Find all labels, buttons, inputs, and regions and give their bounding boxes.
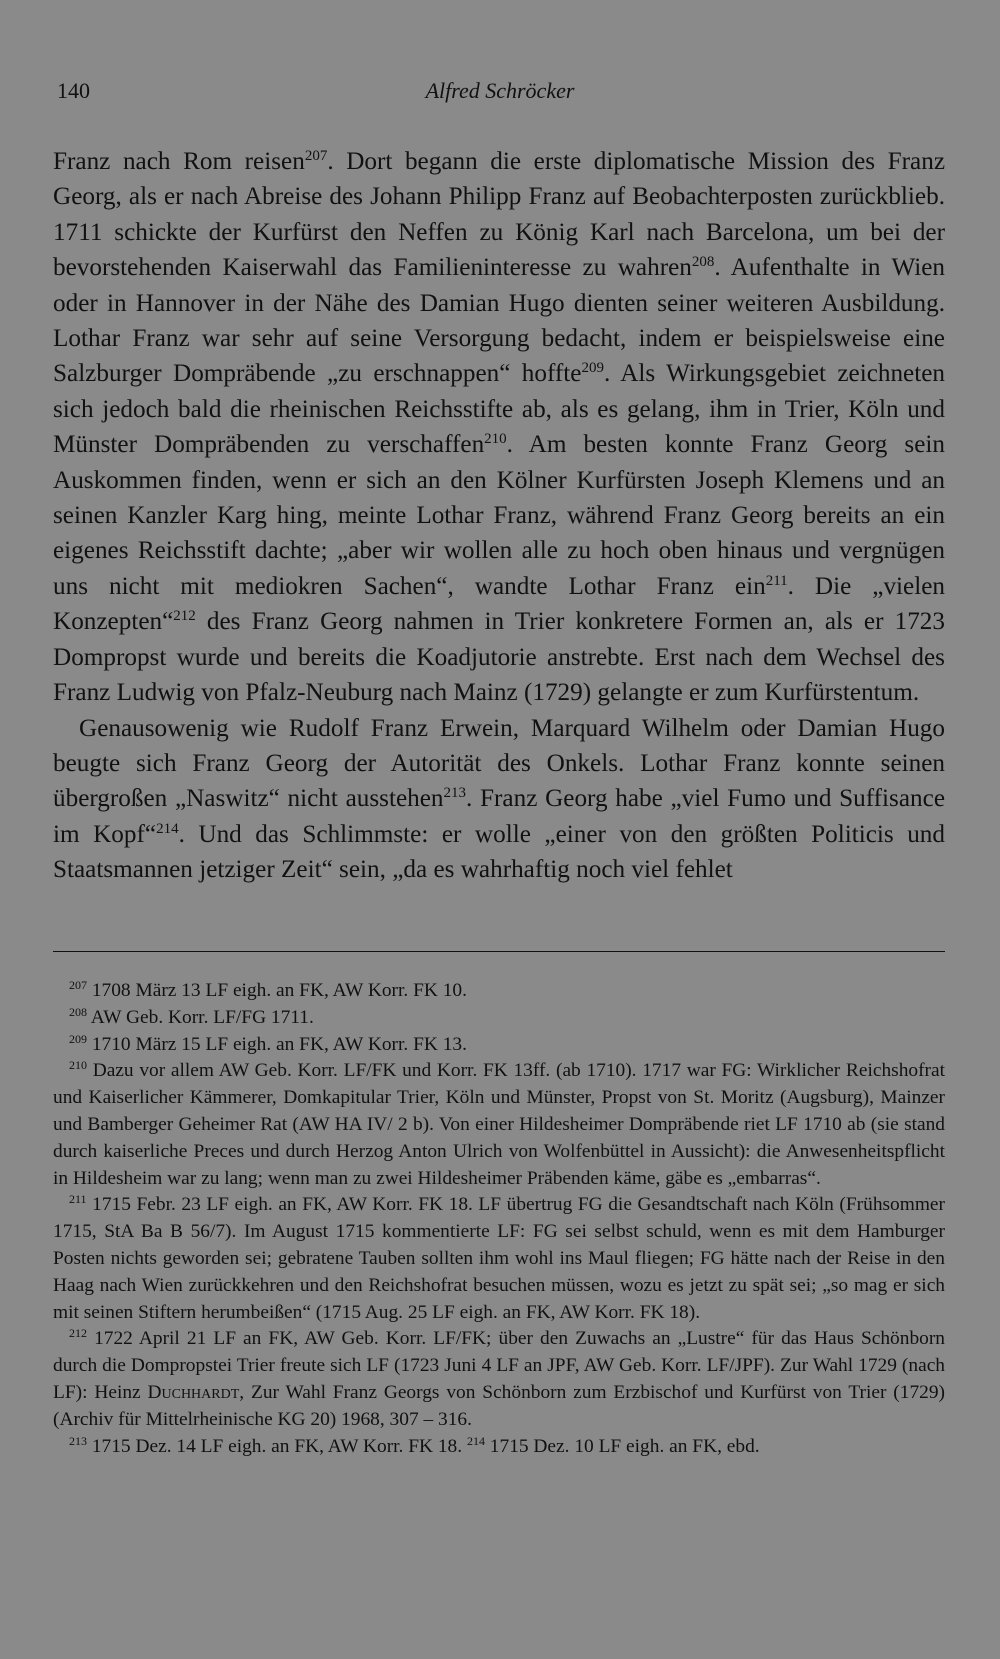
text-span: . Am besten konnte Franz Georg sein Auskommen finden, wenn er sich an den Kölner Kurfürsten Joseph Klemens und an seinen Kanzler Karg hing, meinte Lothar Franz, während Franz Georg bereits an ein eigenes Reichsstift dachte; „aber wir wollen alle zu hoch oben hinaus und vergnügen uns nicht mit mediokren Sachen“, wandte Lothar Franz ein [53, 431, 945, 600]
footnote-number: 212 [69, 1326, 87, 1341]
page-header [57, 78, 943, 108]
footnote-ref-211: 211 [765, 572, 788, 589]
footnote-211 [53, 1192, 945, 1326]
footnote-text: AW Geb. Korr. LF/FG 1711. [87, 1006, 314, 1028]
page-number: 140 [57, 78, 90, 103]
footnote-text: Dazu vor allem AW Geb. Korr. LF/FK und Korr. FK 13ff. (ab 1710). 1717 war FG: Wirklicher Reichshofrat und Kaiserlicher Kämmerer, Domkapitular Trier, Köln und Münster, Propst von St. Moritz (Augsburg), Mainzer und Bamberger Geheimer Rat (AW HA IV/ 2 b). Von einer Hildesheimer Dompräbende riet LF 1710 ab (sie stand durch kaiserliche Preces und durch Herzog Anton Ulrich von Wolfenbüttel in Aussicht): die Anwesenheitspflicht in Hildesheim war zu lang; wenn man zu zwei Hildesheimer Präbenden käme, gäbe es „embarras“. [53, 1060, 945, 1189]
paragraph-1 [53, 144, 945, 711]
footnote-212 [53, 1326, 945, 1433]
footnote-number: 209 [69, 1031, 87, 1046]
text-span: . Dort begann die erste diplomatische Mission des Franz Georg, als er nach Abreise des Johann Philipp Franz auf Beobachterposten zurückblieb. 1711 schickte der Kurfürst den Neffen zu König Karl nach Barcelona, um bei der bevorstehenden Kaiserwahl das Familieninteresse zu wahren [53, 148, 945, 282]
footnote-number: 213 [69, 1433, 87, 1448]
text-span: Franz nach Rom reisen [53, 148, 305, 175]
text-span: . Und das Schlimmste: er wolle „einer von den größten Politicis und Staatsmannen jetziger Zeit“ sein, „da es wahrhaftig noch viel fehlet [53, 820, 945, 884]
footnote-number: 211 [69, 1192, 87, 1207]
footnote-ref-207: 207 [304, 148, 328, 164]
footnote-text: 1715 Febr. 23 LF eigh. an FK, AW Korr. FK 18. LF übertrug FG die Gesandtschaft nach Köln (Frühsommer 1715, StA Ba B 56/7). Im August 1715 kommentierte LF: FG sei selbst schuld, wenn es mit dem Hamburger Posten nichts geworden sei; gebratene Tauben sollten ihm wohl ins Maul fliegen; FG hätte nach der Reise in den Haag nach Wien zurückkehren und den Reichshofrat besuchen müssen, wozu es jetzt zu spät sei; „so mag er sich mit seinen Stiftern herumbeißen“ (1715 Aug. 25 LF eigh. an FK, AW Korr. FK 18). [53, 1194, 945, 1323]
text-span: Genausowenig wie Rudolf Franz Erwein, Marquard Wilhelm oder Damian Hugo beugte sich Franz Georg der Autorität des Onkels. Lothar Franz konnte seinen übergroßen „Naswitz“ nicht ausstehen [53, 714, 945, 813]
footnote-text: 1722 April 21 LF an FK, AW Geb. Korr. LF/FK; über den Zuwachs an „Lustre“ für das Haus Schönborn durch die Dompropstei Trier freute sich LF (1723 Juni 4 LF an JPF, AW Geb. Korr. LF/JPF). Zur Wahl 1729 (nach LF): Heinz [53, 1328, 945, 1403]
footnote-210 [53, 1058, 945, 1192]
footnote-208 [53, 1005, 945, 1032]
footnote-number: 214 [466, 1433, 485, 1448]
running-head: Alfred Schröcker [425, 78, 575, 103]
footnote-ref-208: 208 [691, 254, 715, 271]
footnote-ref-213: 213 [443, 785, 467, 802]
footnote-number: 210 [69, 1058, 87, 1073]
footnotes [53, 978, 945, 1460]
text-span: . Die „vielen Konzepten“ [53, 572, 946, 636]
footnote-number: 207 [69, 978, 87, 992]
footnote-213-214 [53, 1434, 945, 1461]
body-text [53, 144, 945, 888]
footnote-text: 1715 Dez. 10 LF eigh. an FK, ebd. [484, 1435, 760, 1457]
paragraph-2 [53, 711, 945, 888]
footnote-ref-210: 210 [484, 431, 507, 448]
footnote-text: 1710 März 15 LF eigh. an FK, AW Korr. FK 13. [87, 1033, 467, 1055]
footnote-text: 1708 März 13 LF eigh. an FK, AW Korr. FK 10. [87, 980, 467, 1001]
text-span: . Aufenthalte in Wien oder in Hannover in der Nähe des Damian Hugo dienten seiner weiteren Ausbildung. Lothar Franz war sehr auf seine Versorgung bedacht, indem er beispielsweise eine Salzburger Dompräbende „zu erschnappen“ hoffte [53, 254, 945, 388]
text-span: . Franz Georg habe „viel Fumo und Suffisance im Kopf“ [53, 785, 945, 848]
footnote-ref-209: 209 [581, 360, 604, 377]
footnote-text: , Zur Wahl Franz Georgs von Schönborn zum Erzbischof und Kurfürst von Trier (1729) (Archiv für Mittelrheinische KG 20) 1968, 307 – 316. [53, 1381, 945, 1430]
author-name: Duchhardt [147, 1381, 240, 1403]
footnote-209 [53, 1032, 945, 1059]
footnote-ref-212: 212 [173, 608, 196, 625]
footnote-ref-214: 214 [156, 820, 179, 837]
footnote-number: 208 [69, 1004, 87, 1019]
footnote-text: 1715 Dez. 14 LF eigh. an FK, AW Korr. FK 18. [87, 1435, 467, 1457]
footnote-207 [53, 978, 945, 1005]
footnote-divider [53, 951, 945, 952]
text-span: . Als Wirkungsgebiet zeichneten sich jedoch bald die rheinischen Reichsstifte ab, als es gelang, ihm in Trier, Köln und Münster Dompräbenden zu verschaffen [53, 360, 946, 459]
text-span: des Franz Georg nahmen in Trier konkretere Formen an, als er 1723 Dompropst wurde und bereits die Koadjutorie anstrebte. Erst nach dem Wechsel des Franz Ludwig von Pfalz-Neuburg nach Mainz (1729) gelangte er zum Kurfürstentum. [53, 608, 945, 707]
